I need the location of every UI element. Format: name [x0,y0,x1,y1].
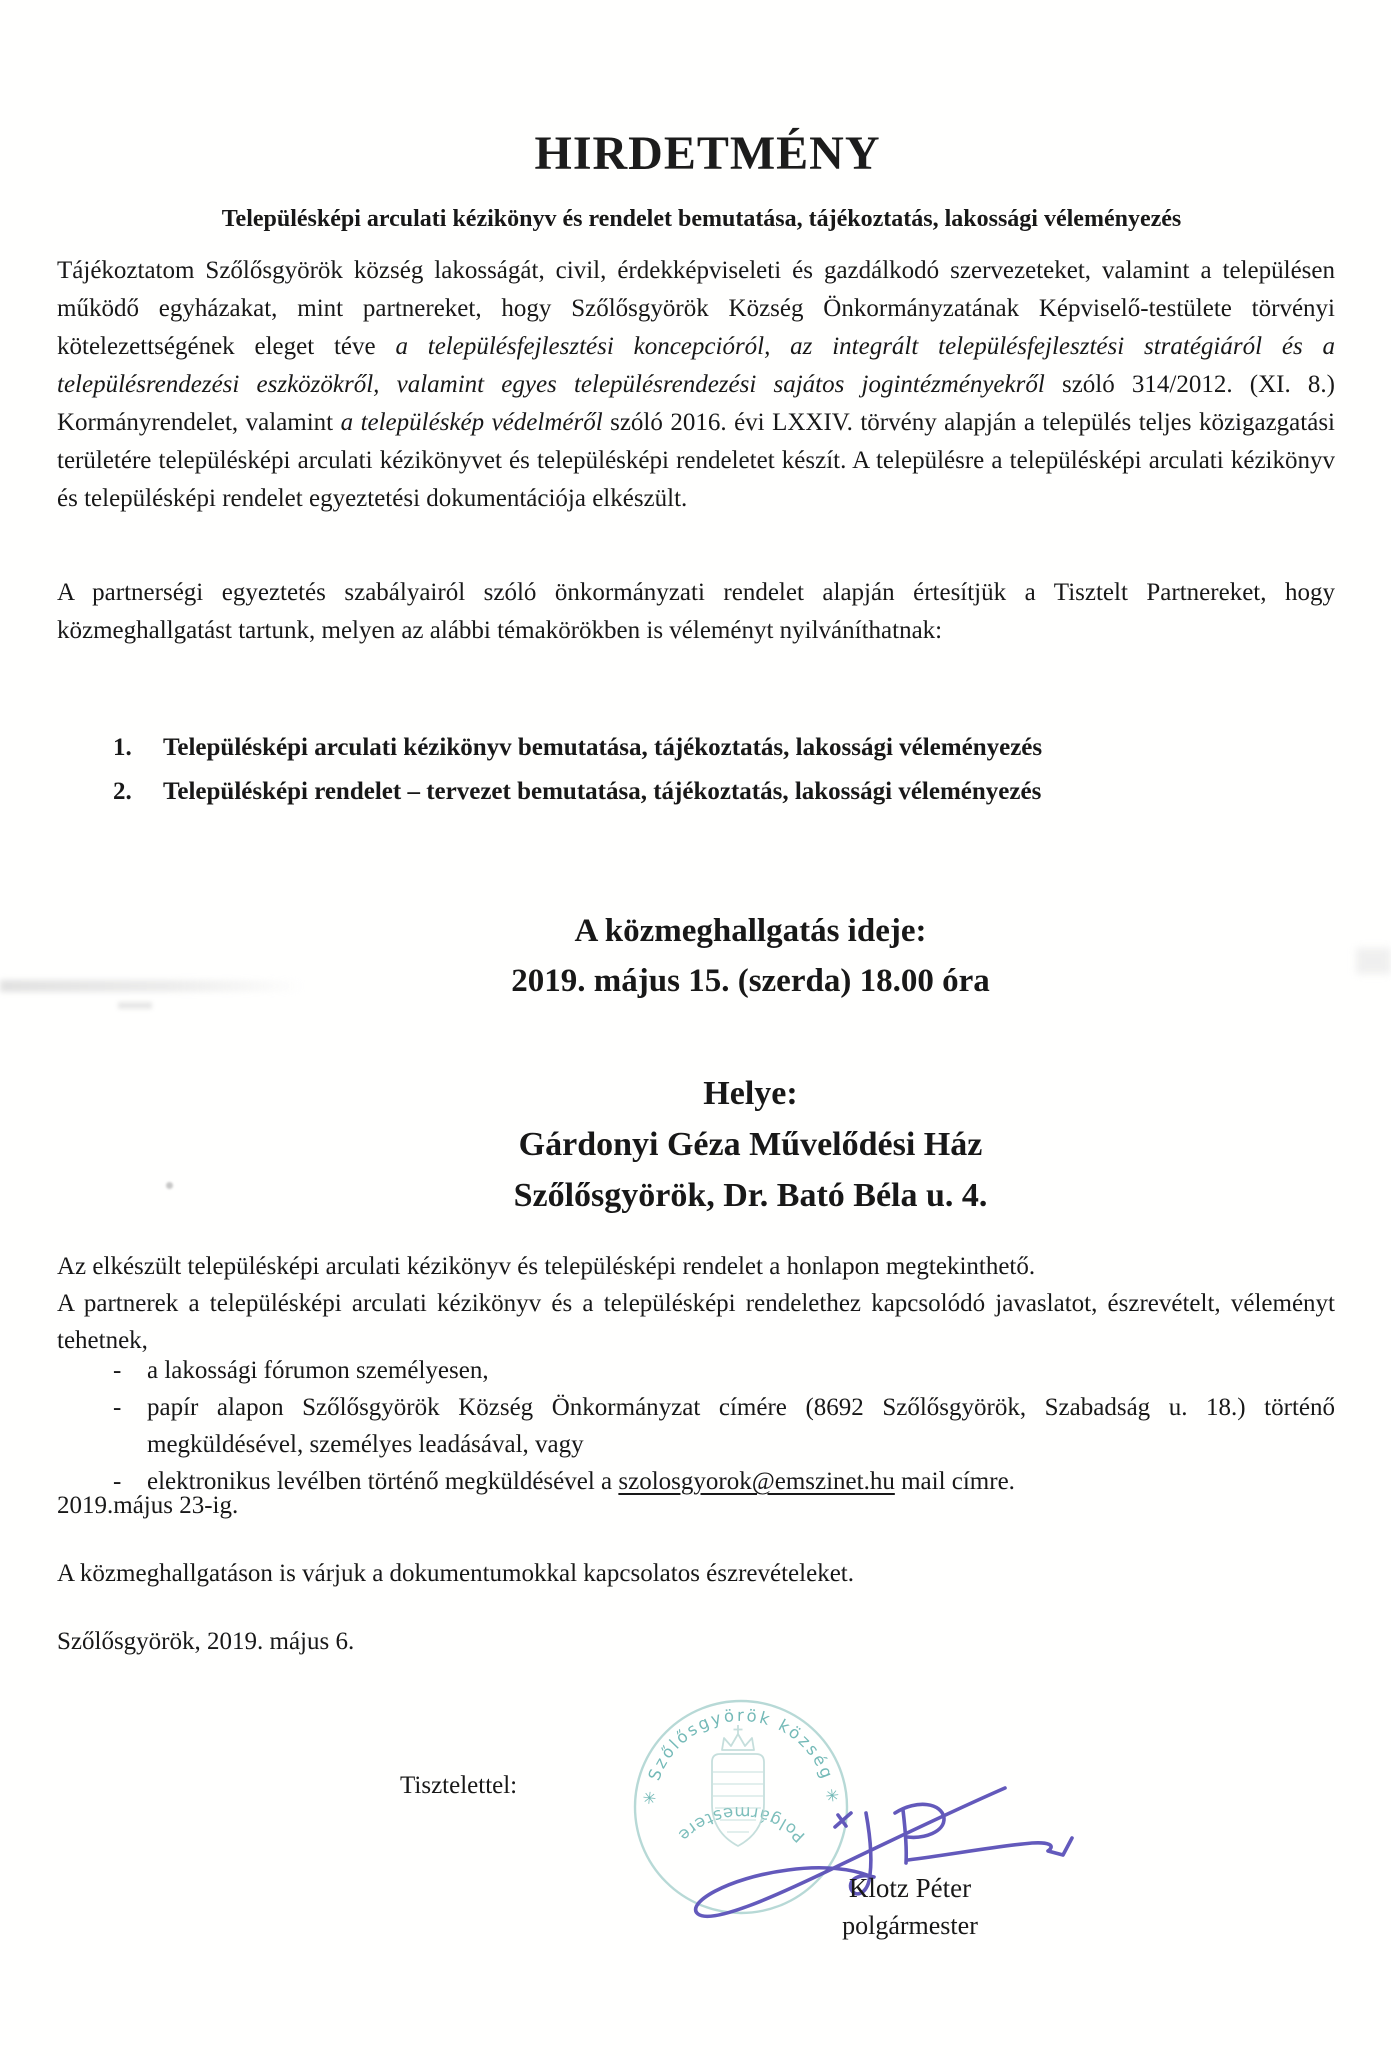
email-address: szolosgyorok@emszinet.hu [618,1468,895,1495]
availability-line-2: A partnerek a településképi arculati kézikönyv és a településképi rendelethez kapcsolódó javaslatot, észrevételt, véleményt tehetnek, [57,1290,1335,1354]
signer-block [780,1870,1040,1944]
channel-item-forum [113,1352,1335,1389]
dash-marker: - [113,1357,122,1384]
intro-italic-law-1: a településfejlesztési koncepcióról, az integrált településfejlesztési stratégiáról és a településrendezési eszközökről, valamint egyes településrendezési sajátos jogintézményekről [57,333,1335,398]
intro-italic-law-2: a településkép védelméről [340,409,603,436]
channel-paper-text: papír alapon Szőlősgyörök Község Önkormányzat címére (8692 Szőlősgyörök, Szabadság u. 18.) történő megküldésével, személyes leadásával, vagy [147,1394,1335,1458]
intro-paragraph [57,252,1335,518]
hearing-time-block [110,906,1391,1006]
topics-list [113,726,1335,814]
closing-note: A közmeghallgatáson is várjuk a dokumentumokkal kapcsolatos észrevételeket. [57,1560,854,1587]
channel-email-pre: elektronikus levélben történő megküldésével a [147,1468,619,1495]
page-title: HIRDETMÉNY [534,127,881,181]
hearing-time-datetime: 2019. május 15. (szerda) 18.00 óra [511,963,990,999]
venue-address: Szőlősgyörök, Dr. Bató Béla u. 4. [513,1177,988,1214]
topic-item-2 [113,770,1335,814]
topic-2-text: Településképi rendelet – tervezet bemutatása, tájékoztatás, lakossági véleményezés [163,778,1042,805]
channel-email-post: mail címre. [894,1468,1015,1495]
stamp-bottom-text: Polgármestere [673,1802,809,1847]
hearing-time-label: A közmeghallgatás ideje: [574,913,927,949]
topic-item-1 [113,726,1335,770]
channel-item-paper [113,1389,1335,1463]
partnership-paragraph: A partnerségi egyeztetés szabályairól szóló önkormányzati rendelet alapján értesítjük a Tisztelt Partnereket, hogy közmeghallgatást tartunk, melyen az alábbi témakörökben is véleményt nyilváníthatnak: [57,579,1335,644]
availability-block [57,1248,1335,1359]
venue-block [110,1068,1391,1221]
channel-item-email [113,1463,1335,1500]
topic-1-text: Településképi arculati kézikönyv bemutatása, tájékoztatás, lakossági véleményezés [163,734,1043,761]
venue-name: Gárdonyi Géza Művelődési Ház [518,1126,983,1163]
date-line: Szőlősgyörök, 2019. május 6. [57,1628,355,1655]
dash-marker: - [113,1394,122,1421]
notice-subtitle: Településképi arculati kézikönyv és rendelet bemutatása, tájékoztatás, lakossági véleményezés [221,205,1182,232]
deadline-text: 2019.május 23-ig. [57,1492,239,1519]
channel-email-text [147,1463,1335,1500]
intro-segment-3: szóló 2016. évi LXXIV. törvény alapján a település teljes közigazgatási területére településképi arculati kézikönyvet és településképi rendeletet készít. A településre a településképi arculati kézikönyv és településképi rendelet egyeztetési dokumentációja elkészült. [57,409,1335,512]
signer-role: polgármester [842,1911,978,1940]
intro-segment-2: szóló 314/2012. (XI. 8.) Kormányrendelet, valamint [57,371,1335,436]
feedback-channels-list [113,1352,1335,1500]
topic-1-number: 1. [113,734,132,761]
stamp-top-text: ✳ Szőlősgyörök község ✳ [639,1705,843,1806]
topic-2-number: 2. [113,778,132,805]
signer-name: Klotz Péter [848,1873,972,1903]
channel-forum-text: a lakossági fórumon személyesen, [147,1357,489,1384]
salutation: Tisztelettel: [400,1772,518,1799]
intro-segment-1: Tájékoztatom Szőlősgyörök község lakosságát, civil, érdekképviseleti és gazdálkodó szervezeteket, valamint a településen működő egyházakat, mint partnereket, hogy Szőlősgyörök Község Önkormányzatának Képviselő-testülete törvényi kötelezettségének eleget téve [57,257,1335,360]
dash-marker: - [113,1468,122,1495]
venue-label: Helye: [703,1075,798,1112]
availability-line-1: Az elkészült településképi arculati kézikönyv és településképi rendelet a honlapon megtekinthető. [57,1253,1036,1280]
